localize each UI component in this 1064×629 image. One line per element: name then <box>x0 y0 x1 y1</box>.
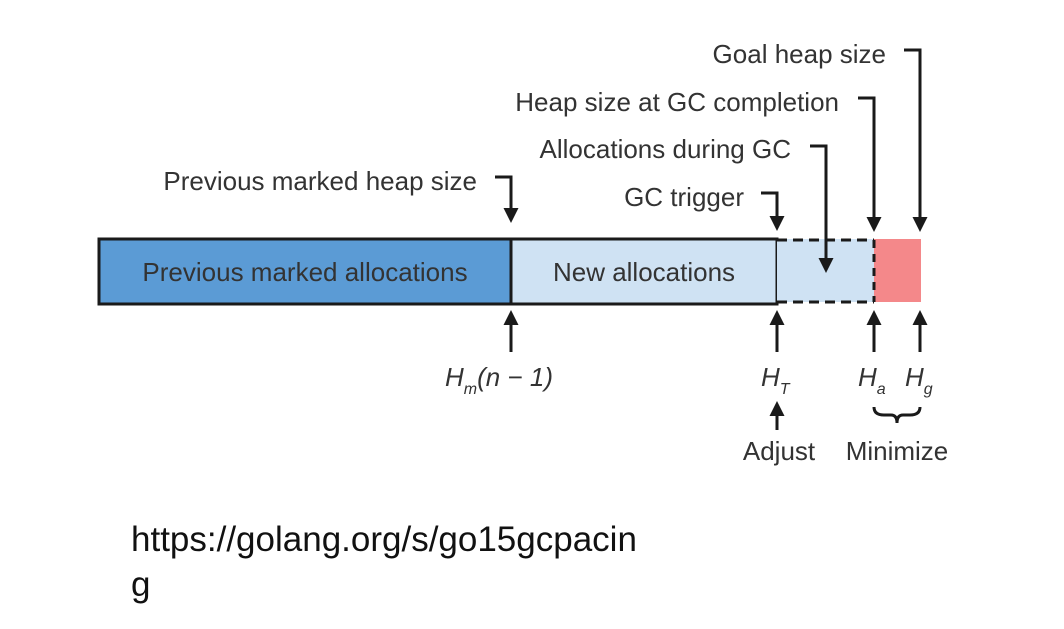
ha-subscript: a <box>876 381 886 398</box>
hm-base: H <box>445 362 464 392</box>
hm-argument: (n − 1) <box>477 362 553 392</box>
ht-marker-label <box>761 362 791 398</box>
heap-size-at-gc-completion-arrow <box>858 98 874 229</box>
goal-overshoot-segment <box>874 239 921 302</box>
previous-marked-heap-size-arrow <box>495 177 511 220</box>
heap-size-at-gc-completion-label: Heap size at GC completion <box>515 87 839 117</box>
ht-base: H <box>761 362 780 392</box>
minimize-brace <box>874 407 920 423</box>
ht-subscript: T <box>779 381 790 398</box>
gc-trigger-label: GC trigger <box>624 182 744 212</box>
source-url-continuation[interactable]: g <box>131 565 151 604</box>
minimize-label: Minimize <box>845 436 949 466</box>
hg-marker-label <box>905 362 933 398</box>
hg-subscript: g <box>923 381 933 398</box>
previous-marked-allocations-label: Previous marked allocations <box>142 257 468 287</box>
ha-marker-label <box>858 362 886 398</box>
ha-base: H <box>858 362 877 392</box>
new-allocations-label: New allocations <box>552 257 736 287</box>
source-url[interactable]: https://golang.org/s/go15gcpacin <box>131 520 637 559</box>
goal-heap-size-arrow <box>904 50 920 229</box>
allocations-during-gc-label: Allocations during GC <box>539 134 791 164</box>
previous-marked-heap-size-label: Previous marked heap size <box>163 166 477 196</box>
gc-trigger-arrow <box>761 193 777 228</box>
hm-subscript: m <box>463 381 478 398</box>
hm-marker-label <box>445 362 553 398</box>
adjust-label: Adjust <box>742 436 816 466</box>
hg-base: H <box>905 362 924 392</box>
goal-heap-size-label: Goal heap size <box>712 39 886 69</box>
